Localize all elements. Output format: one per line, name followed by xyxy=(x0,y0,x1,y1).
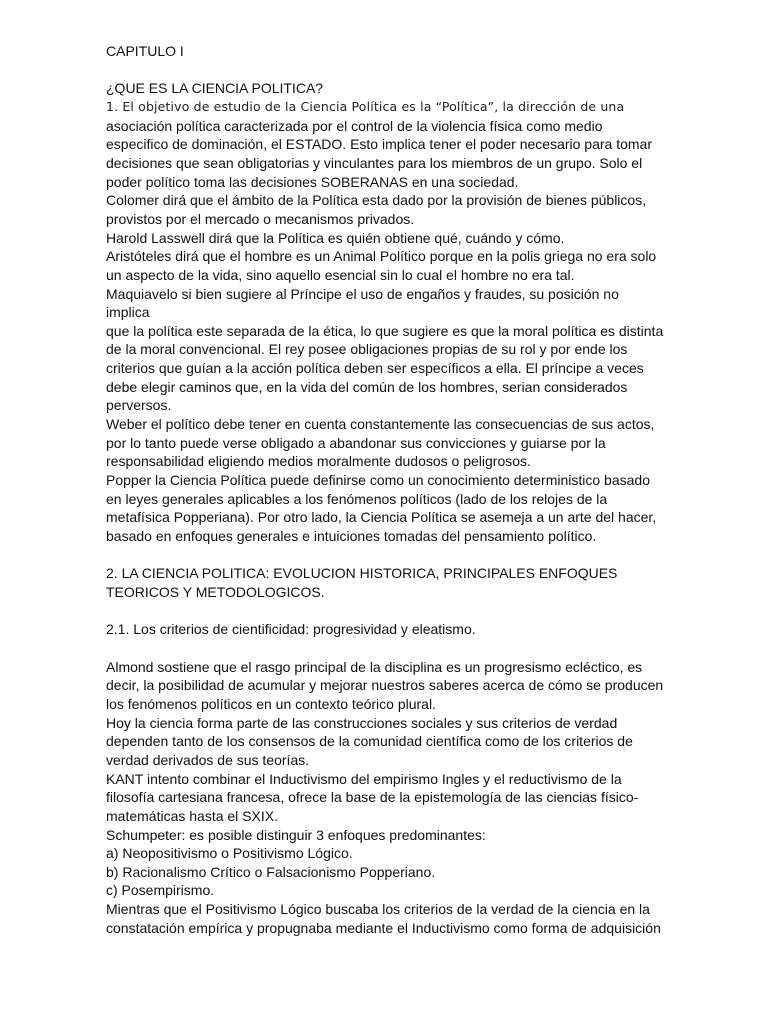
spacer xyxy=(106,546,666,565)
paragraph-popper: Popper la Ciencia Política puede definirse como un conocimiento deterministico basado en leyes generales aplicables a los fenómenos políticos (lado de los relojes de la metafísica Popperiana). Por otro lado, la Ciencia Política se asemeja a un arte del hacer, basado en enfoques generales e intuiciones tomadas del pensamiento político. xyxy=(106,472,657,545)
section-heading-2: 2. LA CIENCIA POLITICA: EVOLUCION HISTORICA, PRINCIPALES ENFOQUES TEORICOS Y METODOLOGICOS. xyxy=(106,565,618,600)
document-body xyxy=(106,42,666,937)
paragraph-lasswell: Harold Lasswell dirá que la Política es quién obtiene qué, cuándo y cómo. xyxy=(106,229,565,246)
paragraph-hoy: Hoy la ciencia forma parte de las construcciones sociales y sus criterios de verdad dependen tanto de los consensos de la comunidad científica como de los criterios de verdad derivados de sus teorías. xyxy=(106,714,633,768)
spacer xyxy=(106,639,666,658)
section-heading-question: ¿QUE ES LA CIENCIA POLITICA? xyxy=(106,80,324,97)
paragraph-aristoteles: Aristóteles dirá que el hombre es un Animal Político porque en la polis griega no era solo un aspecto de la vida, sino aquello esencial sin lo cual el hombre no era tal. xyxy=(106,248,657,283)
spacer xyxy=(106,602,666,621)
subsection-heading-2-1: 2.1. Los criterios de cientificidad: progresividad y eleatismo. xyxy=(106,621,476,638)
paragraph-schumpeter: Schumpeter: es posible distinguir 3 enfoques predominantes: xyxy=(106,826,486,843)
paragraph-colomer: Colomer dirá que el ámbito de la Política esta dado por la provisión de bienes públicos, provistos por el mercado o mecanismos privados. xyxy=(106,192,647,227)
paragraph-kant: KANT intento combinar el Inductivismo del empirismo Ingles y el reductivismo de la filosofía cartesiana francesa, ofrece la base de la epistemología de las ciencias físico- matemáticas hasta el SXIX. xyxy=(106,770,639,824)
paragraph-almond: Almond sostiene que el rasgo principal de la disciplina es un progresismo ecléctico, es decir, la posibilidad de acumular y mejorar nuestros saberes acerca de cómo se producen los fenómenos políticos en un contexto teórico plural. xyxy=(106,658,664,712)
paragraph-1-lead: 1. El objetivo de estudio de la Ciencia Política es la “Política”, la dirección de una xyxy=(106,98,625,114)
paragraph-1: asociación política caracterizada por el control de la violencia física como medio especifico de dominación, el ESTADO. Esto implica tener el poder necesario para tomar decisiones que sean obligatorias y vinculantes para los miembros de un grupo. Solo el poder político toma las decisiones SOBERANAS en una sociedad. xyxy=(106,117,653,190)
chapter-heading: CAPITULO I xyxy=(106,43,184,59)
list-item-c: c) Posempirismo. xyxy=(106,882,215,899)
paragraph-weber: Weber el político debe tener en cuenta constantemente las consecuencias de sus actos, por lo tanto puede verse obligado a abandonar sus convicciones y guiarse por la responsabilidad eligiendo medios moralmente dudosos o peligrosos. xyxy=(106,416,655,470)
paragraph-mientras: Mientras que el Positivismo Lógico buscaba los criterios de la verdad de la ciencia en la constatación empírica y propugnaba mediante el Inductivismo como forma de adquisición xyxy=(106,901,661,936)
spacer xyxy=(106,61,666,80)
paragraph-maquiavelo: Maquiavelo si bien sugiere al Príncipe el uso de engaños y fraudes, su posición no implica que la política este separada de la ética, lo que sugiere es que la moral política es distinta de la moral convencional. El rey posee obligaciones propias de su rol y por ende los criterios que guían a la acción política deben ser específicos a ella. El príncipe a veces debe elegir caminos que, en la vida del común de los hombres, serian considerados perversos. xyxy=(106,285,664,414)
list-item-a: a) Neopositivismo o Positivismo Lógico. xyxy=(106,845,353,862)
list-item-b: b) Racionalismo Crítico o Falsacionismo Popperiano. xyxy=(106,863,436,880)
